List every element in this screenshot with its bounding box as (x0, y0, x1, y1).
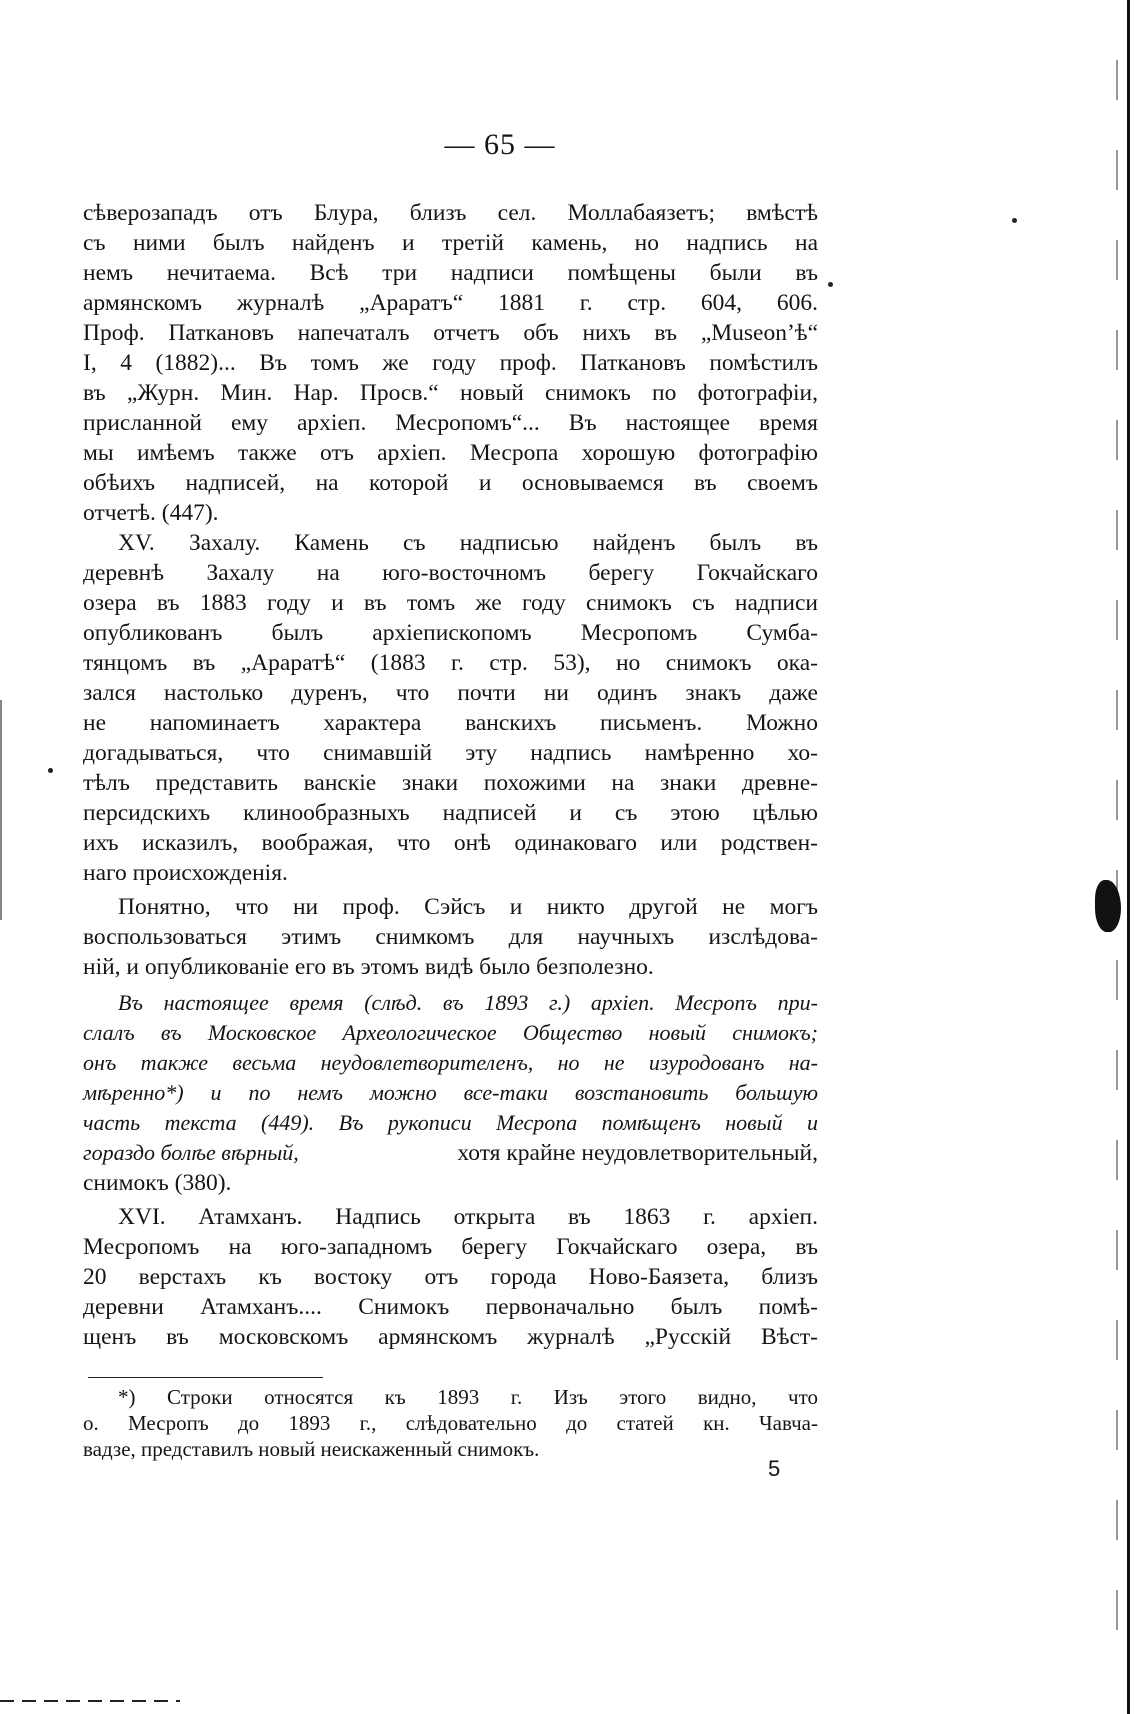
text-line: персидскихъ клинообразныхъ надписей и съ этою цѣлью (83, 800, 818, 826)
text-line: ній, и опубликованіе его въ этомъ видѣ было безполезно. (83, 954, 654, 980)
scan-edge-right (1127, 0, 1130, 1714)
scan-edge-streak (1116, 60, 1118, 1660)
text-line: наго происхожденія. (83, 860, 288, 886)
speck (828, 282, 833, 287)
section-heading-line: XV. Захалу. Камень съ надписью найденъ былъ въ (118, 530, 818, 556)
text-line: мы имѣемъ также отъ архіеп. Месропа хорошую фотографію (83, 440, 818, 466)
speck (1012, 218, 1017, 223)
footnote-line: *) Строки относятся къ 1893 г. Изъ этого видно, что (118, 1385, 818, 1409)
text-line: армянскомъ журналѣ „Араратъ“ 1881 г. стр. 604, 606. (83, 290, 818, 316)
text-line: присланной ему архіеп. Месропомъ“... Въ настоящее время (83, 410, 818, 436)
speck (48, 768, 53, 773)
page-number: — 65 — (444, 128, 556, 161)
italic-line: Въ настоящее время (слѣд. въ 1893 г.) архіеп. Месропъ при- (118, 990, 818, 1015)
footnote-rule (88, 1377, 323, 1378)
text-line: ихъ исказилъ, воображая, что онѣ одинаковаго или родствен- (83, 830, 818, 856)
text-line: тянцомъ въ „Араратѣ“ (1883 г. стр. 53), но снимокъ ока- (83, 650, 818, 676)
text-line: воспользоваться этимъ снимкомъ для научныхъ изслѣдова- (83, 924, 818, 950)
text-line: отчетѣ. (447). (83, 500, 219, 526)
italic-line: мѣренно*) и по немъ можно все-таки возстановить большую (83, 1080, 818, 1105)
section-heading-line: XVI. Атамханъ. Надпись открыта въ 1863 г. архіеп. (118, 1204, 818, 1230)
italic-line: слалъ въ Московское Археологическое Общество новый снимокъ; (83, 1020, 818, 1045)
footnote-line: о. Месропъ до 1893 г., слѣдовательно до статей кн. Чавча- (83, 1411, 818, 1435)
text-line: въ „Журн. Мин. Нар. Просв.“ новый снимокъ по фотографіи, (83, 380, 818, 406)
regular-fragment: хотя крайне неудовлетворительный, (457, 1140, 818, 1166)
footnote-line: вадзе, представилъ новый неискаженный снимокъ. (83, 1437, 540, 1461)
text-line: 20 верстахъ къ востоку отъ города Ново-Баязета, близъ (83, 1264, 818, 1290)
text-line: сѣверозападъ отъ Блура, близъ сел. Моллабаязетъ; вмѣстѣ (83, 200, 818, 226)
text-line: I, 4 (1882)... Въ томъ же году проф. Паткановъ помѣстилъ (83, 350, 818, 376)
scan-edge-left (0, 700, 2, 920)
text-line: обѣихъ надписей, на которой и основываемся въ своемъ (83, 470, 818, 496)
text-line: съ ними былъ найденъ и третій камень, но надпись на (83, 230, 818, 256)
text-line: опубликованъ былъ архіепископомъ Месропомъ Сумба- (83, 620, 818, 646)
text-line: тѣлъ представить ванскіе знаки похожими на знаки древне- (83, 770, 818, 796)
text-line: зался настолько дуренъ, что почти ни одинъ знакъ даже (83, 680, 818, 706)
text-line: щенъ въ московскомъ армянскомъ журналѣ „Русскій Вѣст- (83, 1324, 818, 1350)
text-line: догадываться, что снимавшій эту надпись намѣренно хо- (83, 740, 818, 766)
italic-fragment: гораздо болѣе вѣрный, (83, 1140, 299, 1165)
text-line: снимокъ (380). (83, 1170, 232, 1196)
signature-mark: 5 (768, 1456, 781, 1481)
italic-line: онъ также весьма неудовлетворителенъ, но не изуродованъ на- (83, 1050, 818, 1075)
paragraph-start-line: Понятно, что ни проф. Сэйсъ и никто другой не могъ (118, 894, 818, 920)
italic-line: часть текста (449). Въ рукописи Месропа помѣщенъ новый и (83, 1110, 818, 1135)
scan-edge-bottom (0, 1700, 180, 1702)
text-line: озера въ 1883 году и въ томъ же году снимокъ съ надписи (83, 590, 818, 616)
text-line: не напоминаетъ характера ванскихъ письменъ. Можно (83, 710, 818, 736)
text-line: немъ нечитаема. Всѣ три надписи помѣщены были въ (83, 260, 818, 286)
text-line: деревнѣ Захалу на юго-восточномъ берегу Гокчайскаго (83, 560, 818, 586)
mixed-line (83, 1138, 818, 1168)
text-line: Проф. Паткановъ напечаталъ отчетъ объ нихъ въ „Museon’ѣ“ (83, 320, 818, 346)
text-line: Месропомъ на юго-западномъ берегу Гокчайскаго озера, въ (83, 1234, 818, 1260)
text-line: деревни Атамханъ.... Снимокъ первоначально былъ помѣ- (83, 1294, 818, 1320)
